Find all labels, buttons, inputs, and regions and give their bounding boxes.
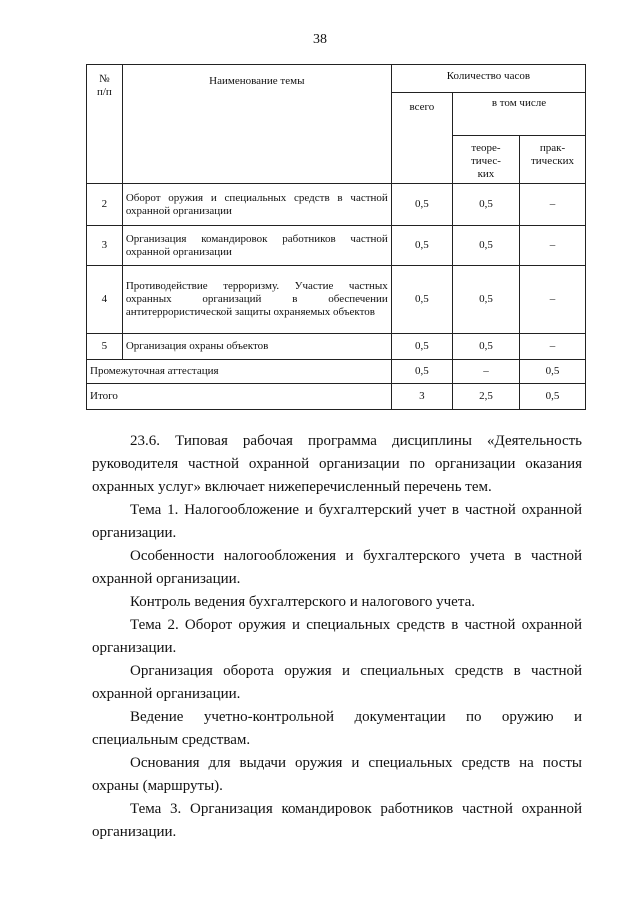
paragraph: Тема 2. Оборот оружия и специальных средств в частной охранной организации. bbox=[92, 617, 582, 656]
row-practice: – bbox=[519, 334, 585, 360]
row-name: Оборот оружия и специальных средств в частной охранной организации bbox=[122, 184, 391, 226]
row-practice: – bbox=[519, 266, 585, 334]
summary-row bbox=[87, 384, 586, 410]
table-row bbox=[87, 266, 586, 334]
table-row bbox=[87, 226, 586, 266]
summary-theory: 2,5 bbox=[452, 384, 519, 410]
header-hours: Количество часов bbox=[391, 65, 585, 93]
summary-row bbox=[87, 360, 586, 384]
summary-label: Промежуточная аттестация bbox=[87, 360, 392, 384]
summary-total: 3 bbox=[391, 384, 452, 410]
summary-practice: 0,5 bbox=[519, 360, 585, 384]
row-total: 0,5 bbox=[391, 184, 452, 226]
page-number: 38 bbox=[313, 32, 327, 47]
paragraph: Особенности налогообложения и бухгалтерского учета в частной охранной организации. bbox=[92, 548, 582, 587]
header-total: всего bbox=[391, 93, 452, 184]
header-including: в том числе bbox=[452, 93, 585, 136]
paragraph: 23.6. Типовая рабочая программа дисциплины «Деятельность руководителя частной охранной организации по организации оказания охранных услуг» включает нижеперечисленный перечень тем. bbox=[92, 433, 582, 495]
header-theory: теоре- тичес- ких bbox=[452, 136, 519, 184]
row-num: 4 bbox=[87, 266, 123, 334]
paragraph: Основания для выдачи оружия и специальных средств на посты охраны (маршруты). bbox=[92, 755, 582, 794]
table-row bbox=[87, 334, 586, 360]
header-name: Наименование темы bbox=[122, 65, 391, 184]
row-theory: 0,5 bbox=[452, 334, 519, 360]
row-theory: 0,5 bbox=[452, 184, 519, 226]
header-num: № п/п bbox=[87, 65, 123, 184]
row-practice: – bbox=[519, 226, 585, 266]
row-practice: – bbox=[519, 184, 585, 226]
table-header-row bbox=[87, 65, 586, 93]
row-name: Организация командировок работников частной охранной организации bbox=[122, 226, 391, 266]
row-total: 0,5 bbox=[391, 266, 452, 334]
row-num: 2 bbox=[87, 184, 123, 226]
row-theory: 0,5 bbox=[452, 226, 519, 266]
paragraph: Организация оборота оружия и специальных средств в частной охранной организации. bbox=[92, 663, 582, 702]
summary-label: Итого bbox=[87, 384, 392, 410]
topics-table bbox=[86, 64, 586, 410]
row-theory: 0,5 bbox=[452, 266, 519, 334]
summary-theory: – bbox=[452, 360, 519, 384]
table-row bbox=[87, 184, 586, 226]
row-total: 0,5 bbox=[391, 226, 452, 266]
paragraph: Контроль ведения бухгалтерского и налогового учета. bbox=[130, 594, 475, 610]
summary-practice: 0,5 bbox=[519, 384, 585, 410]
header-practice: прак- тических bbox=[519, 136, 585, 184]
row-num: 5 bbox=[87, 334, 123, 360]
body-text bbox=[92, 430, 582, 844]
row-name: Организация охраны объектов bbox=[122, 334, 391, 360]
paragraph: Тема 3. Организация командировок работников частной охранной организации. bbox=[92, 801, 582, 840]
summary-total: 0,5 bbox=[391, 360, 452, 384]
paragraph: Тема 1. Налогообложение и бухгалтерский учет в частной охранной организации. bbox=[92, 502, 582, 541]
row-name: Противодействие терроризму. Участие частных охранных организаций в обеспечении антитеррористической защиты охраняемых объектов bbox=[122, 266, 391, 334]
paragraph: Ведение учетно-контрольной документации по оружию и специальным средствам. bbox=[92, 709, 582, 748]
row-num: 3 bbox=[87, 226, 123, 266]
row-total: 0,5 bbox=[391, 334, 452, 360]
